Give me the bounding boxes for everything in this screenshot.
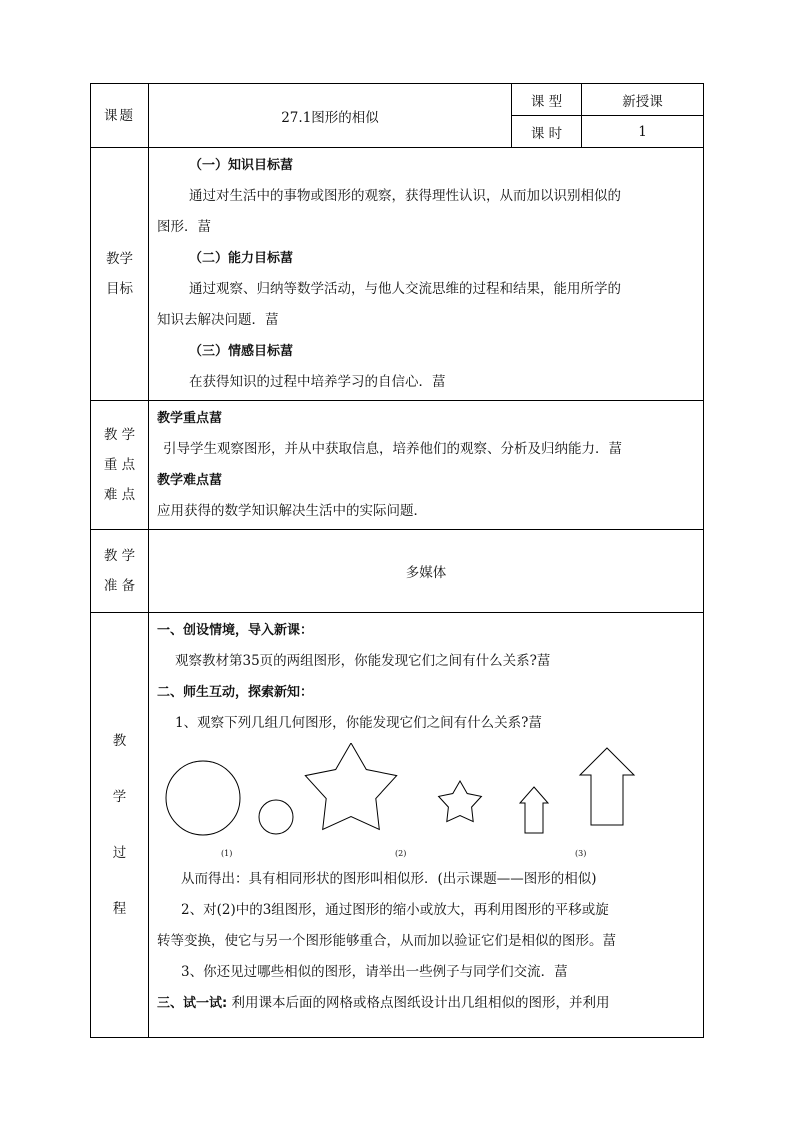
knowledge-heading: （一）知识目标葍 [189, 158, 294, 173]
difficulty-text: 应用获得的数学知识解决生活中的实际问题． [157, 503, 427, 519]
prep-value: 多媒体 [149, 530, 704, 613]
process-label-3: 过 [112, 845, 127, 861]
ability-text-2: 知识去解决问题．葍 [157, 312, 279, 328]
difficulty-heading: 教学难点葍 [157, 473, 223, 488]
question-3: 3、你还见过哪些相似的图形，请举出一些例子与同学们交流．葍 [181, 964, 568, 980]
keypoints-label [91, 401, 149, 530]
question-2-line-1: 2、对(2)中的3组图形，通过图形的缩小或放大，再利用图形的平移或旋 [181, 902, 609, 918]
small-circle [259, 800, 293, 834]
section3-text: 利用课本后面的网格或格点图纸设计出几组相似的图形，并利用 [231, 995, 610, 1011]
focus-text: 引导学生观察图形，并从中获取信息，培养他们的观察、分析及归纳能力．葍 [163, 441, 622, 457]
prep-label-2: 准 备 [103, 578, 136, 594]
section1-heading: 一、创设情境，导入新课： [157, 623, 314, 638]
objectives-label-bottom: 目标 [106, 281, 133, 297]
objectives-label [91, 148, 149, 401]
figure-caption-3: (3) [575, 849, 587, 858]
ability-text-1: 通过观察、归纳等数学活动，与他人交流思维的过程和结果，能用所学的 [189, 281, 621, 297]
keypoints-label-2: 重 点 [103, 457, 136, 473]
process-label-4: 程 [112, 901, 127, 917]
prep-label [91, 530, 149, 613]
process-label [91, 613, 149, 1038]
process-content [149, 613, 704, 1038]
objectives-label-top: 教学 [106, 251, 133, 267]
objectives-content [149, 148, 704, 401]
similar-figures-svg [157, 743, 757, 853]
hours-value: 1 [582, 116, 704, 148]
keypoints-content [149, 401, 704, 530]
process-label-1: 教 [112, 733, 127, 749]
small-arrow [520, 787, 548, 833]
section3-line [157, 988, 695, 1019]
large-star [305, 743, 396, 829]
lesson-plan-table [90, 83, 704, 1038]
topic-value: 27.1图形的相似 [149, 84, 512, 148]
type-value: 新授课 [582, 84, 704, 116]
focus-heading: 教学重点葍 [157, 411, 223, 426]
keypoints-label-1: 教 学 [103, 427, 136, 443]
figure-caption-1: (1) [221, 849, 233, 858]
section1-text: 观察教材第35页的两组图形，你能发现它们之间有什么关系?葍 [175, 653, 551, 669]
question-1: 1、观察下列几组几何图形，你能发现它们之间有什么关系?葍 [175, 715, 542, 731]
large-circle [166, 761, 240, 835]
similar-figures [157, 739, 695, 864]
prep-label-1: 教 学 [103, 548, 136, 564]
emotion-heading: （三）情感目标葍 [189, 344, 294, 359]
small-star [439, 781, 482, 822]
question-2-line-2: 转等变换，使它与另一个图形能够重合，从而加以验证它们是相似的图形。葍 [157, 933, 616, 949]
knowledge-text-2: 图形．葍 [157, 219, 211, 235]
topic-label: 课题 [91, 84, 149, 148]
hours-label: 课 时 [512, 116, 582, 148]
large-arrow [580, 748, 634, 825]
keypoints-label-3: 难 点 [103, 487, 136, 503]
ability-heading: （二）能力目标葍 [189, 251, 294, 266]
emotion-text: 在获得知识的过程中培养学习的自信心．葍 [189, 374, 446, 390]
knowledge-text-1: 通过对生活中的事物或图形的观察，获得理性认识，从而加以识别相似的 [189, 188, 621, 204]
section2-heading: 二、师生互动，探索新知： [157, 685, 314, 700]
figure-caption-2: (2) [395, 849, 407, 858]
section3-heading: 三、试一试: [157, 996, 228, 1011]
process-label-2: 学 [112, 789, 127, 805]
conclusion-text: 从而得出：具有相同形状的图形叫相似形．(出示课题——图形的相似) [181, 871, 597, 887]
type-label: 课 型 [512, 84, 582, 116]
